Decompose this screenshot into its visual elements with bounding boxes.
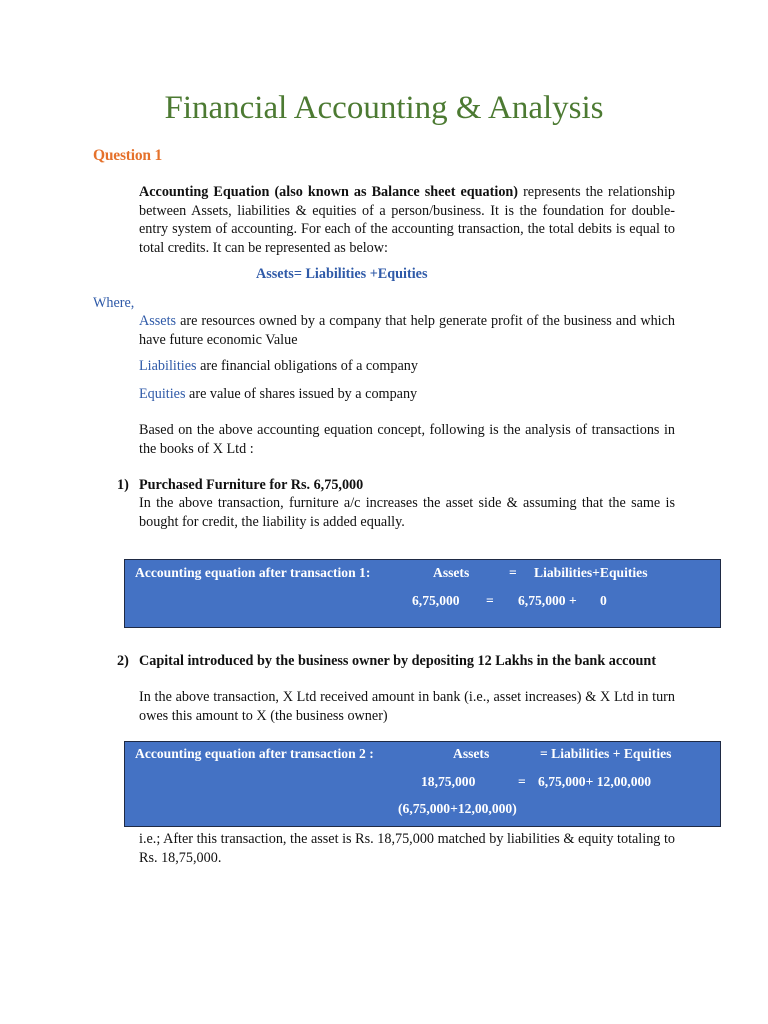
intro-paragraph <box>139 183 675 257</box>
transaction-number: 2) <box>117 653 129 669</box>
question-heading: Question 1 <box>93 147 163 164</box>
transaction-number: 1) <box>117 477 129 493</box>
box-liabilities-value: 6,75,000+ 12,00,000 <box>538 774 652 789</box>
equation-box-2 <box>124 741 721 827</box>
definition-assets <box>139 312 675 349</box>
box-assets-value: 18,75,000 <box>421 774 476 789</box>
box-equity-value: 0 <box>600 593 607 608</box>
definition-liabilities <box>139 357 675 376</box>
intro-text: represents the relationship between Assets, liabilities & equities of a person/business. It is the foundation for double-entry system of accounting. For each of the accounting transaction, the total debits is equal to total credits. It can be represented as below: <box>139 184 675 256</box>
equation-line: Assets= Liabilities +Equities <box>256 266 428 282</box>
definition-term: Liabilities <box>139 358 197 374</box>
page-title: Financial Accounting & Analysis <box>164 90 604 126</box>
intro-term: Accounting Equation (also known as Balance sheet equation) <box>139 184 519 200</box>
definition-text: are financial obligations of a company <box>196 358 418 374</box>
box-liabilities-value: 6,75,000 + <box>518 593 577 608</box>
equation-box-1 <box>124 559 721 628</box>
box-label: Accounting equation after transaction 2 : <box>135 746 374 761</box>
analysis-intro: Based on the above accounting equation concept, following is the analysis of transactions in the books of X Ltd : <box>139 422 675 457</box>
box-equals: = <box>509 565 517 580</box>
where-label: Where, <box>93 295 135 311</box>
box-liabilities-label: Liabilities+Equities <box>534 565 648 580</box>
box-assets-value: 6,75,000 <box>412 593 460 608</box>
box-assets-label: Assets <box>433 565 470 580</box>
definition-text: are value of shares issued by a company <box>185 386 418 402</box>
box-label: Accounting equation after transaction 1: <box>135 565 371 580</box>
transaction-text: In the above transaction, furniture a/c increases the asset side & assuming that the same is bought for credit, the liability is added equally. <box>139 495 675 530</box>
transaction-text: In the above transaction, X Ltd received amount in bank (i.e., asset increases) & X Ltd in turn owes this amount to X (the business owner) <box>139 689 675 724</box>
definition-term: Equities <box>139 386 186 402</box>
transaction-heading: Capital introduced by the business owner by depositing 12 Lakhs in the bank account <box>139 653 657 669</box>
definition-text: are resources owned by a company that help generate profit of the business and which have future economic Value <box>139 313 675 348</box>
definition-equities <box>139 385 675 404</box>
box-breakdown: (6,75,000+12,00,000) <box>398 801 517 816</box>
transaction-heading: Purchased Furniture for Rs. 6,75,000 <box>139 477 364 493</box>
box-equals: = <box>518 774 526 789</box>
box-equals: = <box>486 593 494 608</box>
definition-term: Assets <box>139 313 177 329</box>
summary-paragraph: i.e.; After this transaction, the asset is Rs. 18,75,000 matched by liabilities & equity totaling to Rs. 18,75,000. <box>139 831 675 866</box>
box-liabilities-label: = Liabilities + Equities <box>540 746 672 761</box>
box-assets-label: Assets <box>453 746 490 761</box>
